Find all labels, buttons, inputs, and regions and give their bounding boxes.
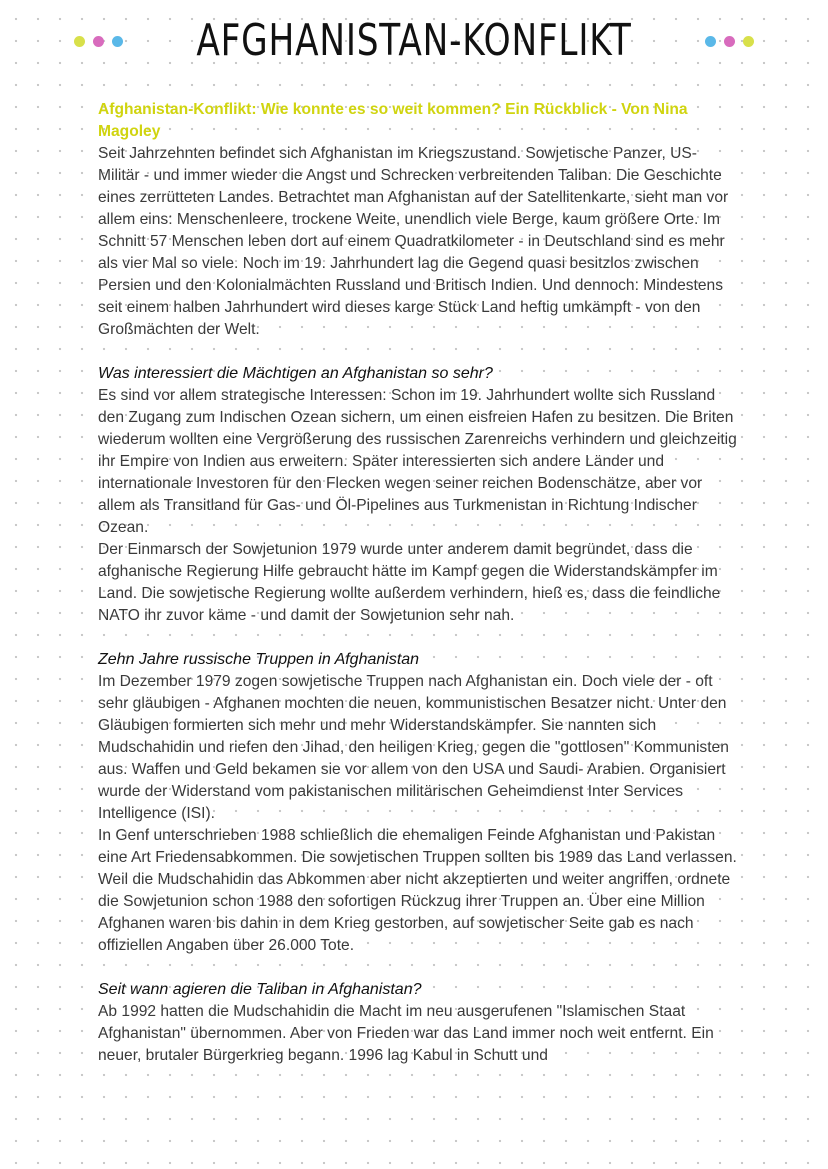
section-paragraph: Der Einmarsch der Sowjetunion 1979 wurde unter anderem damit begründet, dass die afghanische Regierung Hilfe gebraucht hätte im Kampf gegen die Widerstandskämpfer im Land. Die sowjetische Regierung wollte außerdem verhindern, hieß es, dass die feindliche NATO ihr zuvor käme - und damit der Sowjetunion sehr nah. <box>98 541 721 624</box>
section-interests <box>98 363 738 627</box>
section-paragraph: Es sind vor allem strategische Interessen: Schon im 19. Jahrhundert wollte sich Russland den Zugang zum Indischen Ozean sichern, um einen eisfreien Hafen zu besitzen. Die Briten wiederum wollten eine Vergrößerung des russischen Zarenreichs verhindern und gleichzeitig ihr Empire von Indien aus erweitern. Später interessierten sich andere Länder und internationale Investoren für den Flecken wegen seiner reichen Bodenschätze, aber vor allem als Transitland für Gas- und Öl-Pipelines aus Turkmenistan in Richtung Indischer Ozean. <box>98 387 737 536</box>
article-body <box>98 99 738 1067</box>
decorative-dot-blue <box>705 36 716 47</box>
article-intro: Seit Jahrzehnten befindet sich Afghanistan im Kriegszustand. Sowjetische Panzer, US-Militär - und immer wieder die Angst und Schrecken verbreitenden Taliban. Die Geschichte eines zerrütteten Landes. Betrachtet man Afghanistan auf der Satellitenkarte, sieht man vor allem eins: Menschenleere, trockene Weite, unendlich viele Berge, kaum größere Orte. Im Schnitt 57 Menschen leben dort auf einem Quadratkilometer - in Deutschland sind es mehr als vier Mal so viele. Noch im 19. Jahrhundert lag die Gegend quasi besitzlos zwischen Persien und den Kolonialmächten Russland und Britisch Indien. Und dennoch: Mindestens seit einem halben Jahrhundert wird dieses karge Stück Land heftig umkämpft - von den Großmächten der Welt. <box>98 145 729 338</box>
right-dots <box>705 36 754 47</box>
decorative-dot-yellow <box>74 36 85 47</box>
section-title: Seit wann agieren die Taliban in Afghanistan? <box>98 981 422 998</box>
section-paragraph: Ab 1992 hatten die Mudschahidin die Macht im neu ausgerufenen "Islamischen Staat Afghanistan" übernommen. Aber von Frieden war das Land immer noch weit entfernt. Ein neuer, brutaler Bürgerkrieg begann. 1996 lag Kabul in Schutt und <box>98 1003 714 1064</box>
decorative-dot-pink <box>93 36 104 47</box>
decorative-dot-blue <box>112 36 123 47</box>
decorative-dot-yellow <box>743 36 754 47</box>
page-title: AFGHANISTAN-KONFLIKT <box>196 15 632 66</box>
section-russian-troops <box>98 649 738 957</box>
section-title: Zehn Jahre russische Truppen in Afghanistan <box>98 651 420 668</box>
article-lead: Afghanistan-Konflikt: Wie konnte es so weit kommen? Ein Rückblick - Von Nina Magoley <box>98 101 688 140</box>
decorative-dot-pink <box>724 36 735 47</box>
section-paragraph: Im Dezember 1979 zogen sowjetische Truppen nach Afghanistan ein. Doch viele der - oft sehr gläubigen - Afghanen mochten die neuen, kommunistischen Besatzer nicht. Unter den Gläubigen formierten sich mehr und mehr Widerstandskämpfer. Sie nannten sich Mudschahidin und riefen den Jihad, den heiligen Krieg, gegen die "gottlosen" Kommunisten aus. Waffen und Geld bekamen sie vor allem von den USA und Saudi- Arabien. Organisiert wurde der Widerstand vom pakistanischen militärischen Geheimdienst Inter Services Intelligence (ISI). <box>98 673 729 822</box>
section-paragraph: In Genf unterschrieben 1988 schließlich die ehemaligen Feinde Afghanistan und Pakistan eine Art Friedensabkommen. Die sowjetischen Truppen sollten bis 1989 das Land verlassen. Weil die Mudschahidin das Abkommen aber nicht akzeptierten und weiter angriffen, ordnete die Sowjetunion schon 1988 den sofortigen Rückzug ihrer Truppen an. Über eine Million Afghanen waren bis dahin in dem Krieg gestorben, auf sowjetischer Seite gab es nach offiziellen Angaben über 26.000 Tote. <box>98 827 737 954</box>
section-title: Was interessiert die Mächtigen an Afghanistan so sehr? <box>98 365 493 382</box>
section-taliban <box>98 979 738 1067</box>
left-dots <box>74 36 123 47</box>
page-header <box>0 8 828 74</box>
